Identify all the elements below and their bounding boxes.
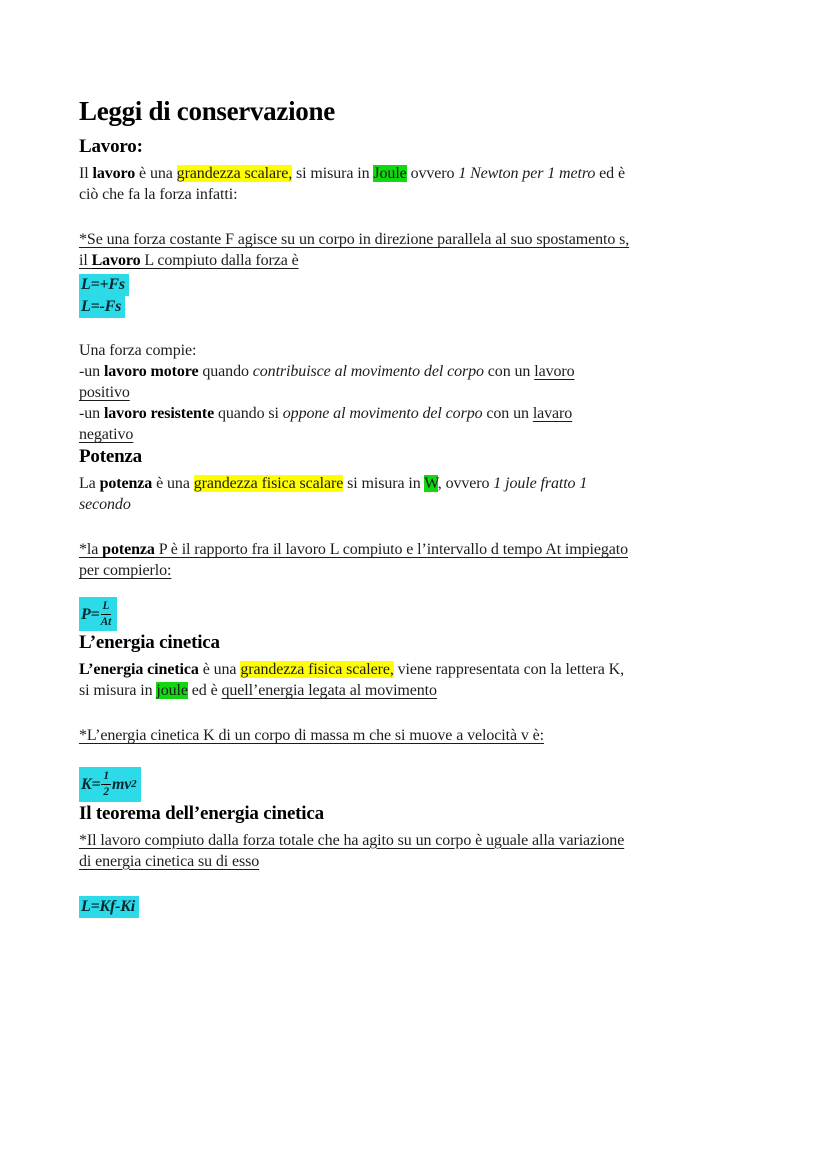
text-line <box>79 403 749 424</box>
text-segment: -un <box>79 405 104 422</box>
formula-lavoro-positivo <box>79 274 749 296</box>
text-segment: , ovvero <box>437 475 494 492</box>
text-segment: grandezza fisica scalere, <box>240 661 394 679</box>
text-segment: quando <box>198 363 253 380</box>
paragraph-forza-compie <box>79 340 749 445</box>
text-segment: grandezza fisica scalare <box>193 475 344 492</box>
text-segment: di energia cinetica su di esso <box>79 852 260 870</box>
text-segment: lavoro motore <box>103 363 199 380</box>
text-line <box>79 229 749 250</box>
paragraph-energia-intro <box>79 659 749 701</box>
section-heading-teorema: Il teorema dell’energia cinetica <box>79 802 324 824</box>
text-segment: P è il rapporto fra il lavoro L compiuto e l’intervallo d tempo At impiegato <box>154 541 629 558</box>
paragraph-lavoro-definizione <box>79 229 749 271</box>
text-segment: *L’energia cinetica K di un corpo di massa m che si muove a velocità v è: <box>79 727 544 745</box>
paragraph-energia-definizione <box>79 725 749 746</box>
text-segment: positivo <box>79 384 130 401</box>
text-segment: quell’energia legata al movimento <box>221 682 437 700</box>
text-segment: per compierlo: <box>79 562 172 579</box>
text-segment: ovvero <box>406 165 459 182</box>
text-segment: negativo <box>79 426 134 443</box>
text-segment: ciò che fa la forza infatti: <box>79 186 238 203</box>
text-segment: *Il lavoro compiuto dalla forza totale che ha agito su un corpo è uguale alla variazione <box>79 831 625 849</box>
text-segment: contribuisce al movimento del corpo <box>252 363 484 380</box>
paragraph-lavoro-intro <box>79 163 749 205</box>
text-segment: secondo <box>79 496 131 513</box>
page-title: Leggi di conservazione <box>79 96 335 126</box>
text-line <box>79 659 749 680</box>
formula-text: L=Kf-Ki <box>79 896 139 918</box>
section-heading-lavoro: Lavoro: <box>79 136 143 157</box>
text-segment: con un <box>483 363 535 380</box>
fraction: $\frac{L}{At}$ <box>100 600 112 628</box>
text-line <box>79 424 749 445</box>
text-segment: lavaro <box>532 405 573 422</box>
text-segment: ed è <box>595 165 625 182</box>
formula-text: K= $\frac{1}{2}$ mv 2 <box>79 767 141 801</box>
text-segment: è una <box>152 475 194 492</box>
text-segment: si misura in <box>79 682 157 700</box>
text-segment: grandezza scalare, <box>176 165 293 182</box>
text-line <box>79 725 749 746</box>
text-segment: joule <box>156 682 188 700</box>
section-heading-energia-cinetica: L’energia cinetica <box>79 632 220 654</box>
formula-text: P= $\frac{L}{At}$ <box>79 597 117 631</box>
text-segment: L compiuto dalla forza è <box>140 252 299 269</box>
paragraph-potenza-definizione <box>79 539 749 581</box>
text-segment: lavoro resistente <box>103 405 215 422</box>
text-segment: si misura in <box>292 165 374 182</box>
text-segment: lavoro <box>534 363 575 380</box>
text-line <box>79 184 749 205</box>
text-segment: potenza <box>99 475 153 492</box>
text-segment: si misura in <box>343 475 425 492</box>
text-segment: L’energia cinetica <box>79 661 199 679</box>
text-segment: La <box>79 475 100 492</box>
text-line <box>79 830 749 851</box>
text-segment: lavoro <box>92 165 136 182</box>
text-segment: il <box>79 252 92 269</box>
text-segment: *Se una forza costante F agisce su un corpo in direzione parallela al suo spostamento s, <box>79 231 630 248</box>
text-segment: oppone al movimento del corpo <box>282 405 483 422</box>
formula-text: L=+Fs <box>79 274 129 296</box>
formula-text: L=-Fs <box>79 296 125 318</box>
text-line <box>79 382 749 403</box>
superscript: 2 <box>131 777 137 790</box>
text-line <box>79 250 749 271</box>
paragraph-potenza-intro <box>79 473 749 515</box>
text-line <box>79 680 749 701</box>
text-segment: Una forza compie: <box>79 342 197 359</box>
text-line <box>79 560 749 581</box>
text-segment: 1 Newton per 1 metro <box>458 165 596 182</box>
text-segment: è una <box>198 661 241 679</box>
text-segment: Joule <box>373 165 407 182</box>
text-segment: è una <box>135 165 177 182</box>
formula-energia-cinetica <box>79 767 749 801</box>
text-segment: potenza <box>102 541 155 558</box>
text-segment: con un <box>482 405 533 422</box>
text-segment: ed è <box>187 682 222 700</box>
text-segment: 1 joule fratto 1 <box>493 475 588 492</box>
text-segment: W <box>424 475 438 492</box>
paragraph-teorema <box>79 830 749 872</box>
text-line <box>79 539 749 560</box>
text-line <box>79 494 749 515</box>
text-segment: *la <box>79 541 103 558</box>
text-line <box>79 361 749 382</box>
formula-potenza <box>79 597 749 631</box>
formula-teorema <box>79 896 749 918</box>
section-heading-potenza: Potenza <box>79 446 142 467</box>
text-segment: -un <box>79 363 104 380</box>
text-line <box>79 473 749 494</box>
text-segment: Lavoro <box>91 252 141 269</box>
text-segment: quando si <box>214 405 283 422</box>
text-line <box>79 163 749 184</box>
text-segment: viene rappresentata con la lettera K, <box>393 661 625 679</box>
fraction: $\frac{1}{2}$ <box>103 770 109 798</box>
formula-lavoro-negativo <box>79 296 749 318</box>
text-line <box>79 851 749 872</box>
text-line <box>79 340 749 361</box>
text-segment: Il <box>79 165 93 182</box>
